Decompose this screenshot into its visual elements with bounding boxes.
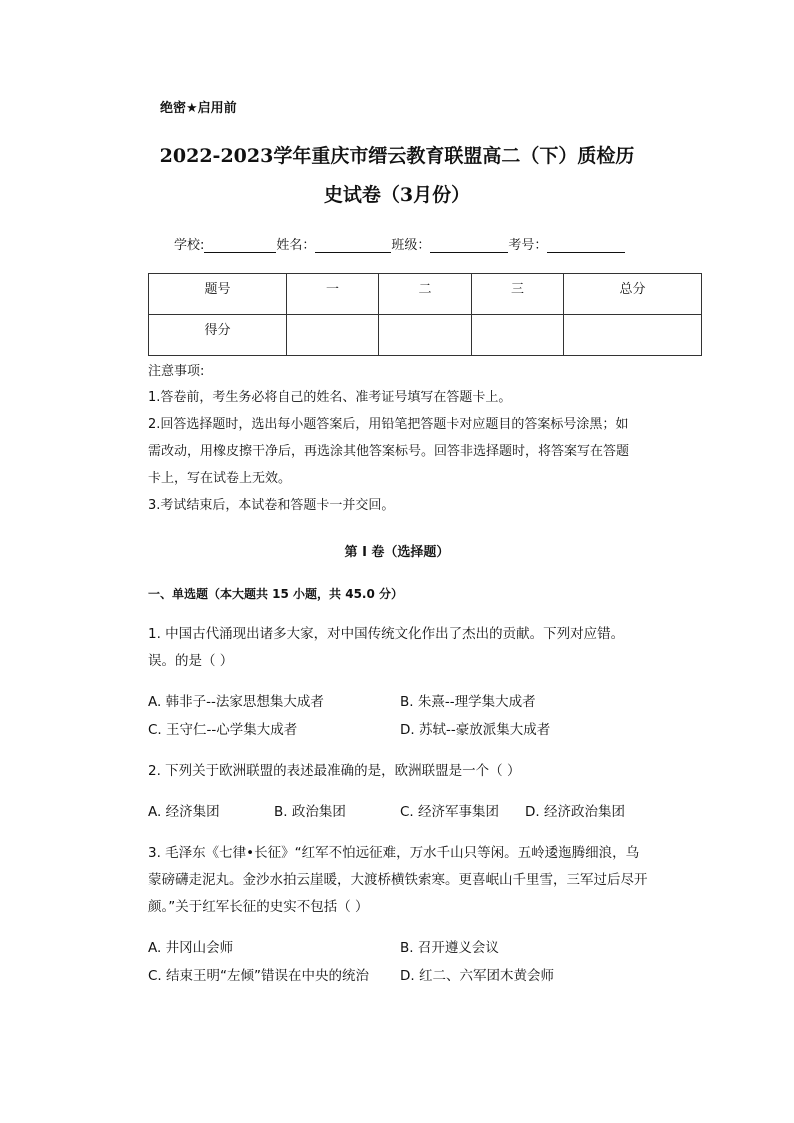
question-3-option-d[interactable]: D. 红二、六军团木黄会师 [400, 968, 554, 984]
class-blank[interactable] [430, 238, 508, 253]
question-3-option-c[interactable]: C. 结束王明“左倾”错误在中央的统治 [148, 968, 369, 984]
score-table [148, 273, 702, 356]
note-line: 1.答卷前，考生务必将自己的姓名、准考证号填写在答题卡上。 [148, 390, 512, 405]
question-1-option-d[interactable]: D. 苏轼--豪放派集大成者 [400, 722, 551, 738]
part-title: 一、单选题（本大题共 15 小题，共 45.0 分） [148, 587, 404, 601]
score-cell-part-2[interactable] [379, 315, 472, 356]
score-cell-total[interactable] [564, 315, 702, 356]
question-2-stem: 2. 下列关于欧洲联盟的表述最准确的是，欧洲联盟是一个（ ） [148, 763, 521, 779]
question-2-option-c[interactable]: C. 经济军事集团 [400, 804, 500, 820]
question-1-option-b[interactable]: B. 朱熹--理学集大成者 [400, 694, 536, 710]
exam-title-line2: 史试卷（3月份） [323, 184, 471, 206]
question-2-option-b[interactable]: B. 政治集团 [274, 804, 346, 820]
exam-no-label: 考号： [508, 238, 548, 253]
student-info-line [174, 234, 625, 253]
exam-no-blank[interactable] [547, 238, 625, 253]
school-blank[interactable] [204, 238, 276, 253]
score-cell-part-3[interactable] [472, 315, 564, 356]
question-2-option-a[interactable]: A. 经济集团 [148, 804, 220, 820]
note-line: 3.考试结束后，本试卷和答题卡一并交回。 [148, 498, 395, 513]
exam-title-line1: 2022-2023学年重庆市缙云教育联盟高二（下）质检历 [159, 145, 635, 167]
question-3-option-a[interactable]: A. 井冈山会师 [148, 940, 234, 956]
question-3-stem: 颜。”关于红军长征的史实不包括（ ） [148, 899, 369, 915]
class-label: 班级： [391, 238, 431, 253]
score-table-header-row [149, 274, 702, 315]
question-3-option-b[interactable]: B. 召开遵义会议 [400, 940, 499, 956]
score-cell-part-1[interactable] [287, 315, 379, 356]
header-cell-part-1: 一 [287, 274, 379, 315]
question-1-stem: 1. 中国古代涌现出诸多大家，对中国传统文化作出了杰出的贡献。下列对应错。 [148, 626, 625, 642]
confidential-mark: 绝密★启用前 [160, 101, 237, 116]
question-1-option-c[interactable]: C. 王守仁--心学集大成者 [148, 722, 298, 738]
header-cell-question-no: 题号 [149, 274, 287, 315]
question-3-stem: 3. 毛泽东《七律•长征》“红军不怕远征难，万水千山只等闲。五岭逶迤腾细浪，乌 [148, 845, 640, 861]
header-cell-part-3: 三 [472, 274, 564, 315]
note-line: 需改动，用橡皮擦干净后，再选涂其他答案标号。回答非选择题时，将答案写在答题 [148, 444, 630, 459]
name-blank[interactable] [315, 238, 391, 253]
score-table-score-row [149, 315, 702, 356]
section-title: 第 I 卷（选择题） [344, 545, 450, 560]
question-1-option-a[interactable]: A. 韩非子--法家思想集大成者 [148, 694, 324, 710]
row-label-score: 得分 [149, 315, 287, 356]
header-cell-total: 总分 [564, 274, 702, 315]
note-line: 卡上，写在试卷上无效。 [148, 471, 292, 486]
name-label: 姓名： [276, 238, 316, 253]
header-cell-part-2: 二 [379, 274, 472, 315]
question-3-stem: 蒙磅礴走泥丸。金沙水拍云崖暖，大渡桥横铁索寒。更喜岷山千里雪，三军过后尽开 [148, 872, 648, 888]
question-1-stem: 误。的是（ ） [148, 653, 234, 669]
notes-title: 注意事项: [148, 364, 205, 379]
school-label: 学校: [174, 238, 205, 253]
note-line: 2.回答选择题时，选出每小题答案后，用铅笔把答题卡对应题目的答案标号涂黑；如 [148, 417, 629, 432]
question-2-option-d[interactable]: D. 经济政治集团 [525, 804, 625, 820]
